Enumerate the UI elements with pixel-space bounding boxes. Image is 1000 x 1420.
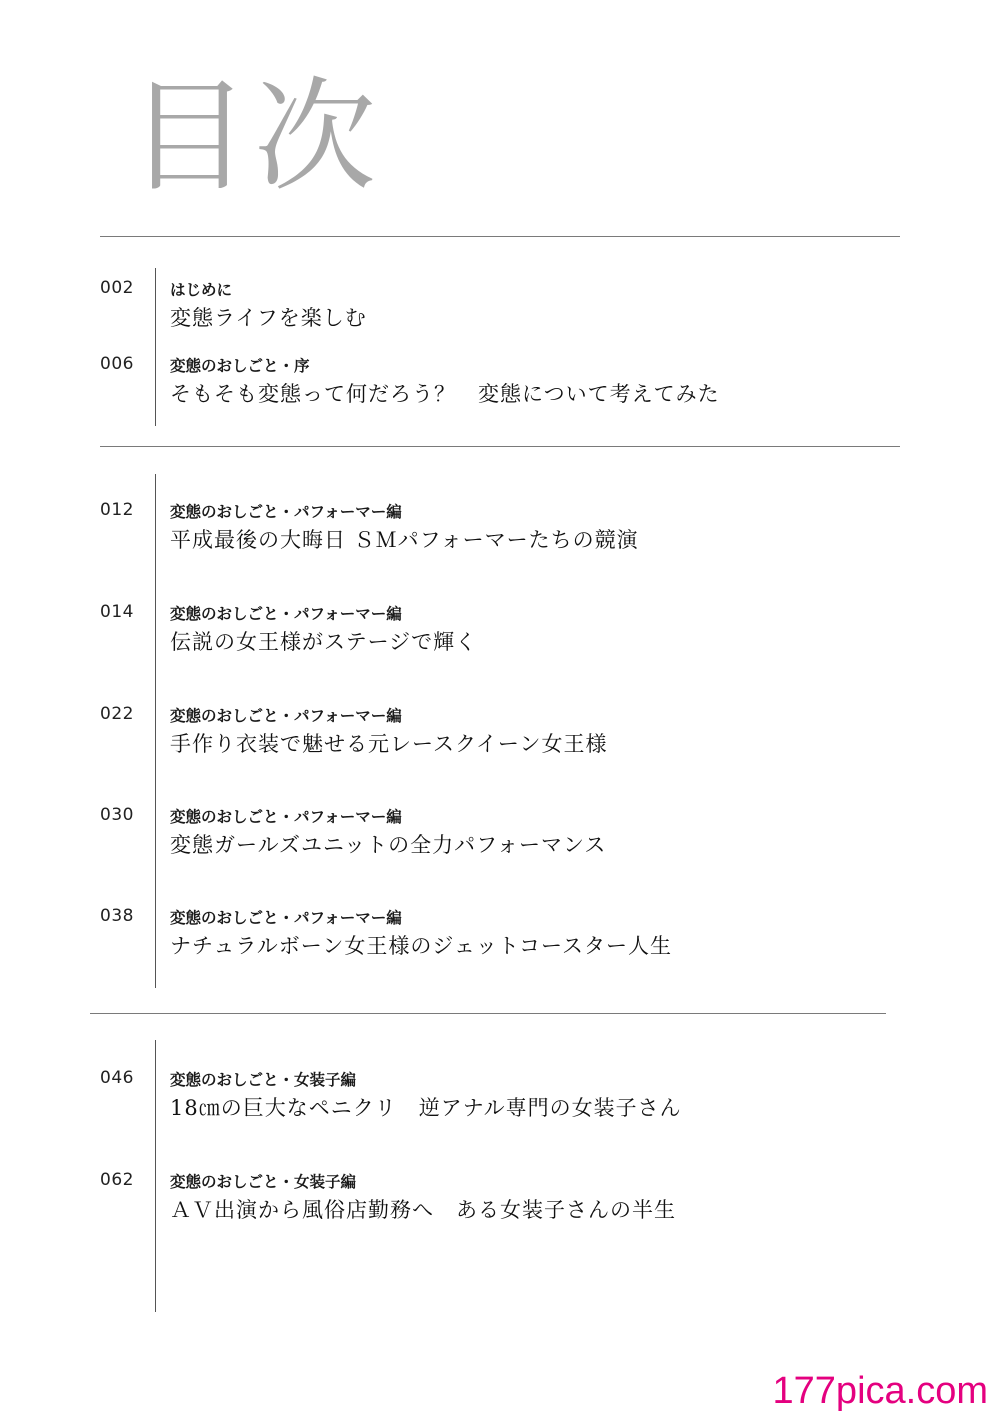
- entry-category: 変態のおしごと・女装子編: [170, 1071, 357, 1089]
- entry-headline: 手作り衣装で魅せる元レースクイーン女王様: [170, 732, 608, 756]
- page-title: 目次: [128, 66, 380, 208]
- entry-headline: 変態ライフを楽しむ: [170, 306, 367, 330]
- entry-category: 変態のおしごと・女装子編: [170, 1173, 357, 1191]
- page-number: 014: [100, 602, 134, 622]
- site-watermark: 177pica.com: [772, 1370, 988, 1412]
- entry-category: 変態のおしごと・パフォーマー編: [170, 503, 402, 521]
- entry-category: 変態のおしごと・序: [170, 357, 310, 375]
- entry-headline: 18㎝の巨大なペニクリ 逆アナル専門の女装子さん: [170, 1096, 682, 1120]
- page-number: 030: [100, 805, 134, 825]
- toc-entry[interactable]: [0, 602, 1000, 662]
- toc-entry[interactable]: [0, 354, 1000, 414]
- section-divider: [100, 236, 900, 237]
- toc-entry[interactable]: [0, 500, 1000, 560]
- toc-entry[interactable]: [0, 704, 1000, 764]
- toc-entry[interactable]: [0, 1170, 1000, 1230]
- entry-headline: 変態ガールズユニットの全力パフォーマンス: [170, 833, 607, 857]
- entry-category: 変態のおしごと・パフォーマー編: [170, 909, 402, 927]
- entry-category: 変態のおしごと・パフォーマー編: [170, 808, 402, 826]
- toc-entry[interactable]: [0, 1068, 1000, 1128]
- entry-category: 変態のおしごと・パフォーマー編: [170, 605, 402, 623]
- entry-headline: ＡＶ出演から風俗店勤務へ ある女装子さんの半生: [170, 1198, 676, 1222]
- page-number: 012: [100, 500, 134, 520]
- entry-headline: そもそも変態って何だろう？ 変態について考えてみた: [170, 382, 720, 406]
- page-number: 022: [100, 704, 134, 724]
- toc-entry[interactable]: [0, 278, 1000, 338]
- page-number: 062: [100, 1170, 134, 1190]
- entry-headline: 伝説の女王様がステージで輝く: [170, 630, 478, 654]
- page-number: 006: [100, 354, 134, 374]
- entry-category: 変態のおしごと・パフォーマー編: [170, 707, 402, 725]
- section-divider: [90, 1013, 886, 1014]
- page-number: 038: [100, 906, 134, 926]
- page-number: 002: [100, 278, 134, 298]
- entry-headline: ナチュラルボーン女王様のジェットコースター人生: [170, 934, 673, 958]
- toc-entry[interactable]: [0, 805, 1000, 865]
- page-number: 046: [100, 1068, 134, 1088]
- section-divider: [100, 446, 900, 447]
- toc-entry[interactable]: [0, 906, 1000, 966]
- entry-headline: 平成最後の大晦日 ＳＭパフォーマーたちの競演: [170, 528, 639, 552]
- entry-category: はじめに: [170, 281, 233, 299]
